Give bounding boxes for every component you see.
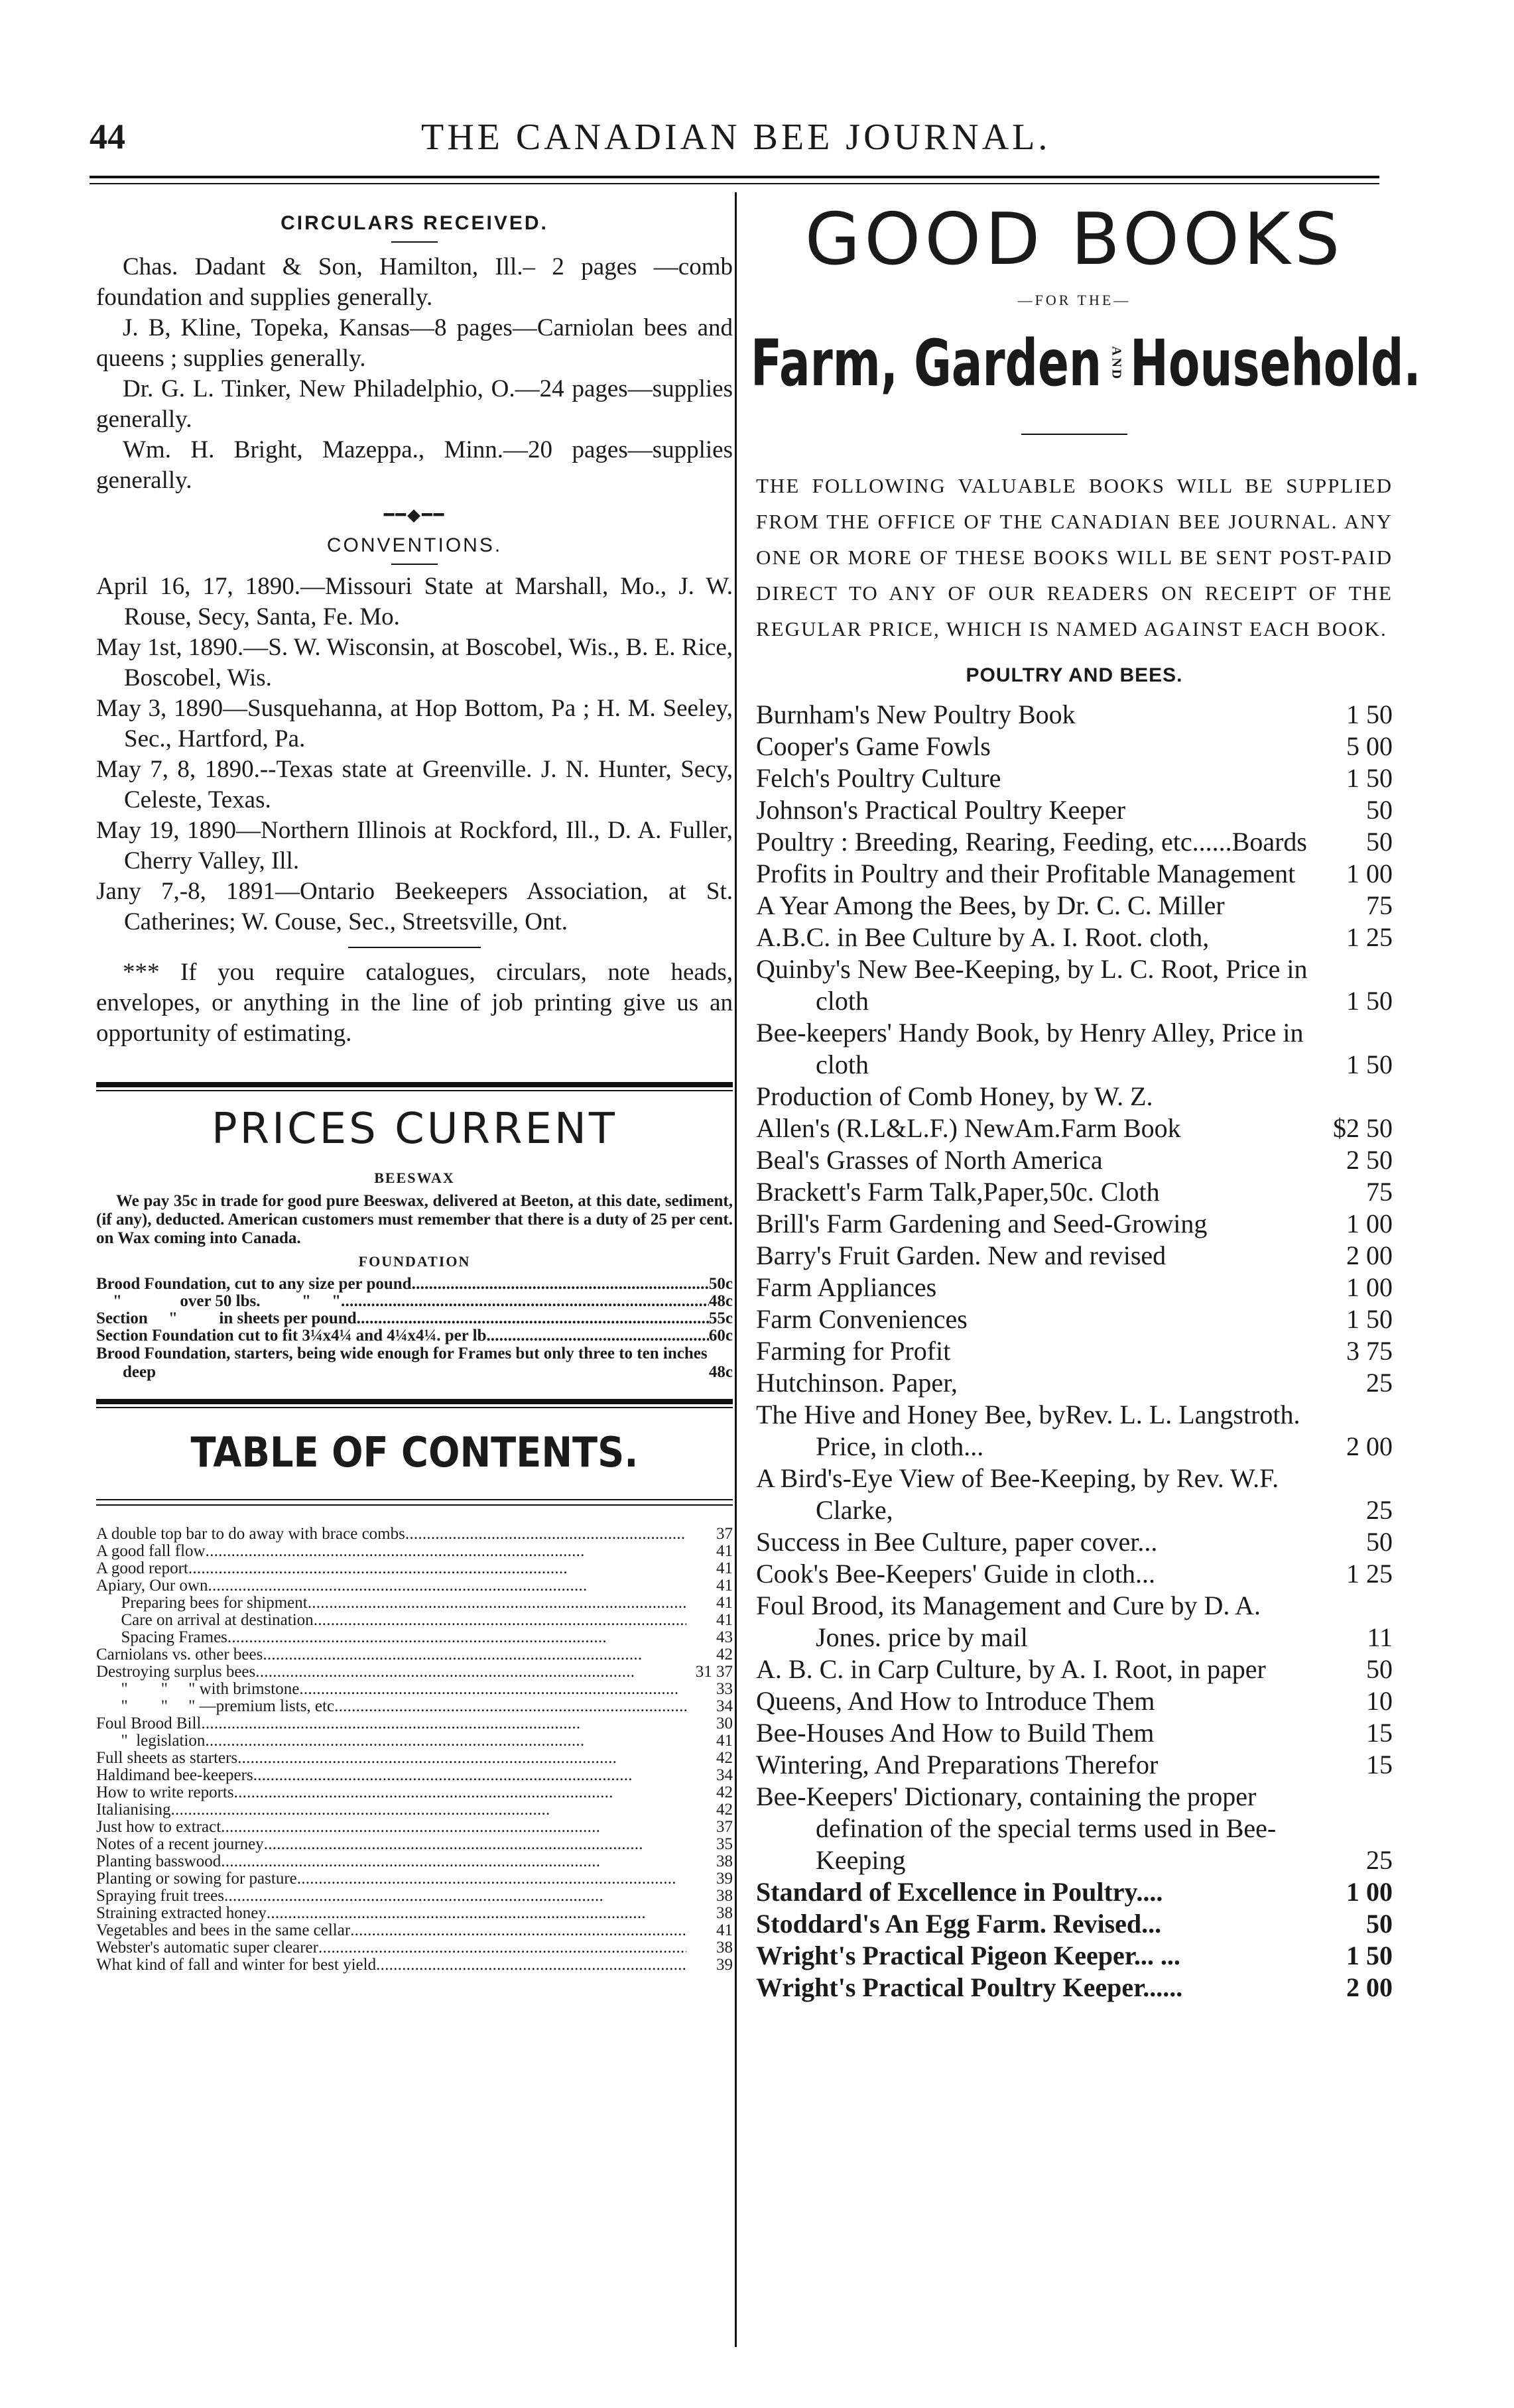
book-title: Profits in Poultry and their Profitable Management (756, 859, 1296, 888)
book-price: 1 50 (1346, 1050, 1393, 1079)
prices-current-heading: PRICES CURRENT (212, 1105, 617, 1154)
column-divider (735, 192, 737, 2347)
toc-entry (96, 1767, 733, 1784)
foundation-price: 50c (708, 1275, 733, 1293)
book-title: Bee-keepers' Handy Book, by Henry Alley, Price in cloth (756, 1018, 1304, 1079)
toc-entry (96, 1526, 733, 1543)
book-title: Cooper's Game Fowls (756, 731, 991, 761)
toc-entry-page: 33 (716, 1680, 733, 1698)
for-the-label: —FOR THE— (1017, 292, 1131, 308)
toc-leader-dots (205, 1732, 686, 1750)
toc-entry (96, 1922, 733, 1939)
book-price: 1 25 (1346, 1559, 1393, 1589)
book-price: $2 50 (1333, 1113, 1393, 1143)
book-title: Brackett's Farm Talk,Paper,50c. Cloth (756, 1177, 1160, 1207)
book-entry (756, 1335, 1393, 1367)
book-price: 15 (1366, 1718, 1393, 1748)
foundation-price: 60c (708, 1327, 733, 1345)
book-price: 1 00 (1346, 1209, 1393, 1238)
book-price: 50 (1366, 1527, 1393, 1557)
journal-title: THE CANADIAN BEE JOURNAL. (421, 117, 1051, 158)
book-entry (756, 1272, 1393, 1303)
toc-entry-page: 41 (716, 1577, 733, 1595)
poultry-heading: POULTRY AND BEES. (966, 664, 1183, 686)
toc-entry-label: " legislation (96, 1732, 206, 1750)
circular-item: J. B, Kline, Topeka, Kansas—8 pages—Carniolan bees and queens ; supplies generally. (96, 314, 733, 372)
toc-entry-page: 43 (716, 1628, 733, 1646)
toc-entry-label: Carniolans vs. other bees (96, 1646, 263, 1663)
book-entry (756, 1208, 1393, 1240)
book-entry (756, 1176, 1393, 1208)
book-title: A Year Among the Bees, by Dr. C. C. Miller (756, 890, 1225, 920)
toc-heading: TABLE OF CONTENTS. (190, 1428, 639, 1476)
toc-entry-page: 41 (716, 1559, 733, 1577)
book-title: Quinby's New Bee-Keeping, by L. C. Root, Price in cloth (756, 954, 1308, 1016)
toc-leader-dots (206, 1543, 686, 1560)
toc-leader-dots (255, 1663, 686, 1681)
book-title: The Hive and Honey Bee, byRev. L. L. Langstroth. Price, in cloth... (756, 1400, 1300, 1461)
book-title: Queens, And How to Introduce Them (756, 1686, 1155, 1716)
toc-leader-dots (170, 1801, 686, 1819)
toc-entry-page: 34 (716, 1697, 733, 1715)
toc-entry-label: Webster's automatic super clearer (96, 1939, 318, 1957)
book-title: A. B. C. in Carp Culture, by A. I. Root, in paper (756, 1654, 1266, 1684)
book-price: 50 (1366, 1654, 1393, 1684)
book-price: 1 50 (1346, 763, 1393, 793)
book-title: Wintering, And Preparations Therefor (756, 1750, 1159, 1779)
book-price: 2 00 (1346, 1431, 1393, 1461)
toc-entry (96, 1612, 733, 1629)
book-title: Foul Brood, its Management and Cure by D. A. Jones. price by mail (756, 1591, 1261, 1652)
book-title: Farming for Profit (756, 1336, 951, 1366)
book-entry (756, 1908, 1393, 1940)
conventions-heading: CONVENTIONS. (326, 534, 503, 556)
convention-item: May 7, 8, 1890.--Texas state at Greenville. J. N. Hunter, Secy, Celeste, Texas. (96, 756, 733, 813)
book-entry (756, 858, 1393, 890)
toc-entry-label: " " " —premium lists, etc (96, 1697, 335, 1715)
farm-garden-text: Farm, Garden (751, 326, 1102, 400)
book-title: Bee-Houses And How to Build Them (756, 1718, 1155, 1748)
book-title: Hutchinson. Paper, (756, 1368, 958, 1398)
prices-rule-top-thin (96, 1090, 733, 1091)
toc-entry (96, 1629, 733, 1646)
toc-entry-page: 41 (716, 1542, 733, 1560)
toc-leader-dots (405, 1526, 686, 1543)
foundation-price: 48c (708, 1292, 733, 1310)
toc-entry-page: 38 (716, 1852, 733, 1870)
book-price: 50 (1366, 795, 1393, 825)
book-entry (756, 953, 1393, 1017)
book-price: 1 50 (1346, 986, 1393, 1016)
book-title: Felch's Poultry Culture (756, 763, 1001, 793)
book-price: 25 (1366, 1368, 1393, 1398)
toc-entry-page: 38 (716, 1939, 733, 1957)
toc-entry-page: 41 (716, 1732, 733, 1750)
toc-entry-label: Spacing Frames (96, 1628, 227, 1646)
toc-entry-page: 38 (716, 1887, 733, 1905)
conventions-end-rule (348, 947, 481, 948)
toc-leader-dots (299, 1681, 686, 1698)
convention-item: April 16, 17, 1890.—Missouri State at Marshall, Mo., J. W. Rouse, Secy, Santa, Fe. Mo. (96, 573, 733, 631)
book-title: Barry's Fruit Garden. New and revised (756, 1240, 1167, 1270)
toc-leader-dots (237, 1750, 686, 1767)
toc-entry-label: How to write reports (96, 1783, 234, 1801)
book-title: Production of Comb Honey, by W. Z. (756, 1081, 1153, 1111)
circulars-list (96, 252, 733, 496)
book-entry (756, 1399, 1393, 1463)
book-title: Standard of Excellence in Poultry.... (756, 1877, 1163, 1907)
book-title: Poultry : Breeding, Rearing, Feeding, etc......Boards (756, 827, 1307, 857)
toc-entry (96, 1543, 733, 1560)
toc-entry (96, 1870, 733, 1888)
toc-leader-dots (350, 1922, 686, 1939)
toc-leader-dots (263, 1646, 686, 1663)
household-text: Household. (1130, 326, 1422, 400)
toc-entry (96, 1888, 733, 1905)
toc-leader-dots (208, 1577, 686, 1595)
convention-item: May 19, 1890—Northern Illinois at Rockford, Ill., D. A. Fuller, Cherry Valley, Ill. (96, 817, 733, 874)
book-title: Johnson's Practical Poultry Keeper (756, 795, 1126, 825)
toc-entry-label: Italianising (96, 1801, 171, 1819)
foundation-row: Section " in sheets per pound . . . 55c (96, 1310, 733, 1327)
book-price: 1 00 (1346, 859, 1393, 888)
book-price: 5 00 (1346, 731, 1393, 761)
book-entry (756, 1526, 1393, 1558)
book-price: 75 (1366, 890, 1393, 920)
toc-entry (96, 1715, 733, 1732)
book-price: 1 25 (1346, 922, 1393, 952)
beeswax-text: We pay 35c in trade for good pure Beeswax, delivered at Beeton, at this date, sediment, (if any), deducted. American customers must remember that there is a duty of 25 per cent. on Wax coming into Canada. (96, 1192, 733, 1247)
book-price: 10 (1366, 1686, 1393, 1716)
book-list (756, 699, 1393, 2004)
circulars-heading: CIRCULARS RECEIVED. (281, 212, 548, 234)
toc-entry (96, 1957, 733, 1974)
toc-entry-page: 39 (716, 1870, 733, 1888)
foundation-heading: FOUNDATION (358, 1253, 471, 1270)
toc-entry (96, 1801, 733, 1819)
book-title: Farm Appliances (756, 1272, 937, 1302)
book-price: 3 75 (1346, 1336, 1393, 1366)
book-entry (756, 794, 1393, 826)
toc-entry-label: Haldimand bee-keepers (96, 1766, 253, 1784)
toc-entry (96, 1663, 733, 1681)
circulars-rule (391, 241, 438, 243)
toc-entry-page: 42 (716, 1749, 733, 1767)
book-title: Wright's Practical Pigeon Keeper... ... (756, 1941, 1180, 1970)
book-title: Brill's Farm Gardening and Seed-Growing (756, 1209, 1208, 1238)
book-price: 50 (1366, 1909, 1393, 1939)
toc-entry-page: 39 (716, 1956, 733, 1974)
toc-leader-dots (224, 1888, 686, 1905)
toc-leader-dots (221, 1853, 686, 1870)
book-price: 1 50 (1346, 1304, 1393, 1334)
book-entry (756, 1113, 1393, 1144)
foundation-row: Brood Foundation, cut to any size per pound . . . 50c (96, 1276, 733, 1293)
conventions-list (96, 572, 733, 937)
toc-leader-dots (221, 1819, 686, 1836)
book-entry (756, 1940, 1393, 1972)
toc-entry-page: 35 (716, 1835, 733, 1853)
toc-leader-dots (376, 1957, 686, 1974)
toc-entry-label: Apiary, Our own (96, 1577, 208, 1595)
book-entry (756, 1876, 1393, 1908)
toc-entry-label: Spraying fruit trees (96, 1887, 225, 1905)
toc-list (96, 1526, 733, 1974)
book-entry (756, 890, 1393, 922)
toc-entry-page: 42 (716, 1783, 733, 1801)
toc-entry-page: 41 (716, 1921, 733, 1939)
toc-leader-dots (308, 1595, 686, 1612)
toc-entry-label: A double top bar to do away with brace combs (96, 1525, 405, 1543)
toc-rule-top (96, 1399, 733, 1404)
left-column (96, 192, 733, 1974)
foundation-price: 55c (708, 1309, 733, 1327)
toc-leader-dots (318, 1939, 686, 1957)
foundation-row: Brood Foundation, starters, being wide enough for Frames but only three to ten inches deep 48c (96, 1345, 733, 1381)
toc-leader-dots (267, 1905, 686, 1922)
toc-entry-label: " " " with brimstone (96, 1680, 300, 1698)
book-entry (756, 731, 1393, 762)
toc-entry-label: What kind of fall and winter for best yield (96, 1956, 377, 1974)
book-title: Bee-Keepers' Dictionary, containing the proper defination of the special terms used in Bee-Keeping (756, 1781, 1277, 1875)
book-title: Beal's Grasses of North America (756, 1145, 1103, 1175)
book-entry (756, 1463, 1393, 1526)
toc-entry-label: Vegetables and bees in the same cellar (96, 1921, 351, 1939)
header-rule-top (90, 176, 1379, 178)
toc-entry-label: Care on arrival at destination (96, 1611, 314, 1629)
book-entry (756, 922, 1393, 953)
header-rule-bottom (90, 183, 1379, 184)
toc-entry (96, 1698, 733, 1715)
toc-entry-label: Foul Brood Bill (96, 1715, 202, 1732)
toc-leader-dots (264, 1836, 686, 1853)
book-title: Cook's Bee-Keepers' Guide in cloth... (756, 1559, 1156, 1589)
right-column (751, 192, 1422, 2004)
book-price: 1 00 (1346, 1272, 1393, 1302)
good-books-rule (1021, 434, 1127, 435)
toc-entry (96, 1784, 733, 1801)
beeswax-heading: BEESWAX (374, 1170, 455, 1186)
convention-item: Jany 7,-8, 1891—Ontario Beekeepers Association, at St. Catherines; W. Couse, Sec., Streetsville, Ont. (96, 878, 733, 935)
book-entry (756, 1558, 1393, 1590)
toc-entry-page: 42 (716, 1646, 733, 1663)
toc-entry-label: Planting basswood (96, 1852, 221, 1870)
toc-leader-dots (201, 1715, 686, 1732)
and-word: AND (1109, 345, 1124, 381)
toc-leader-dots (188, 1560, 686, 1577)
foundation-row: Section Foundation cut to fit 3¼x4¼ and 4¼x4¼. per lb. . . . 60c (96, 1327, 733, 1345)
page-header (90, 116, 1403, 176)
convention-item: May 1st, 1890.—S. W. Wisconsin, at Boscobel, Wis., B. E. Rice, Boscobel, Wis. (96, 634, 733, 692)
book-price: 50 (1366, 827, 1393, 857)
toc-entry (96, 1939, 733, 1957)
book-entry (756, 1654, 1393, 1685)
toc-leader-dots (227, 1629, 686, 1646)
circular-item: Wm. H. Bright, Mazeppa., Minn.—20 pages—supplies generally. (96, 436, 733, 494)
toc-entry-page: 37 (716, 1818, 733, 1836)
toc-entry-label: Full sheets as starters (96, 1749, 238, 1767)
toc-rule-b (96, 1504, 733, 1506)
book-entry (756, 1717, 1393, 1749)
toc-entry-page: 42 (716, 1801, 733, 1819)
book-entry (756, 1685, 1393, 1717)
prices-rule-top (96, 1082, 733, 1087)
book-entry (756, 1144, 1393, 1176)
foundation-price: 48c (708, 1363, 733, 1381)
toc-entry (96, 1681, 733, 1698)
toc-entry-label: Destroying surplus bees (96, 1663, 256, 1681)
toc-entry (96, 1560, 733, 1577)
book-title: A.B.C. in Bee Culture by A. I. Root. cloth, (756, 922, 1210, 952)
circular-item: Dr. G. L. Tinker, New Philadelphio, O.—24 pages—supplies generally. (96, 375, 733, 433)
good-books-heading: GOOD BOOKS (804, 198, 1344, 281)
toc-entry (96, 1905, 733, 1922)
book-price: 25 (1366, 1495, 1393, 1525)
convention-item: May 3, 1890—Susquehanna, at Hop Bottom, Pa ; H. M. Seeley, Sec., Hartford, Pa. (96, 695, 733, 752)
toc-leader-dots (253, 1767, 686, 1784)
toc-entry (96, 1819, 733, 1836)
toc-entry-label: Preparing bees for shipment (96, 1594, 308, 1612)
toc-entry (96, 1595, 733, 1612)
book-entry (756, 1972, 1393, 2004)
book-price: 2 00 (1346, 1240, 1393, 1270)
toc-entry-page: 30 (716, 1715, 733, 1732)
toc-entry-label: Planting or sowing for pasture (96, 1870, 297, 1888)
book-title: Allen's (R.L&L.F.) NewAm.Farm Book (756, 1113, 1181, 1143)
farm-garden-household-title (751, 326, 1422, 400)
book-title: Success in Bee Culture, paper cover... (756, 1527, 1158, 1557)
book-title: Farm Conveniences (756, 1304, 968, 1334)
book-price: 1 50 (1346, 1941, 1393, 1970)
book-entry (756, 1240, 1393, 1272)
toc-entry-label: A good fall flow (96, 1542, 206, 1560)
book-title: Stoddard's An Egg Farm. Revised... (756, 1909, 1162, 1939)
book-entry (756, 762, 1393, 794)
toc-entry-page: 37 (716, 1525, 733, 1543)
toc-rule-top-thin (96, 1407, 733, 1408)
toc-entry-page: 41 (716, 1594, 733, 1612)
book-entry (756, 826, 1393, 858)
page-number: 44 (90, 117, 125, 156)
toc-entry-page: 41 (716, 1611, 733, 1629)
toc-entry-label: A good report (96, 1559, 188, 1577)
book-price: 2 00 (1346, 1972, 1393, 2002)
toc-entry (96, 1646, 733, 1663)
ornament-divider: ━━◆━━ (383, 505, 446, 524)
book-entry (756, 1303, 1393, 1335)
book-entry (756, 1749, 1393, 1781)
book-price: 1 00 (1346, 1877, 1393, 1907)
toc-rule-a (96, 1499, 733, 1500)
toc-leader-dots (234, 1784, 686, 1801)
printing-note: *** If you require catalogues, circulars, note heads, envelopes, or anything in the line of job printing give us an opportunity of estimating. (96, 959, 733, 1047)
foundation-row: " over 50 lbs. " " . . . 48c (96, 1293, 733, 1310)
book-entry (756, 1017, 1393, 1081)
book-title: A Bird's-Eye View of Bee-Keeping, by Rev. W.F. Clarke, (756, 1463, 1279, 1525)
book-title: Wright's Practical Poultry Keeper...... (756, 1972, 1183, 2002)
book-entry (756, 1590, 1393, 1654)
toc-entry (96, 1853, 733, 1870)
toc-entry-label: Notes of a recent journey (96, 1835, 264, 1853)
circular-item: Chas. Dadant & Son, Hamilton, Ill.– 2 pages —comb foundation and supplies generally. (96, 253, 733, 311)
book-entry (756, 1781, 1393, 1876)
toc-leader-dots (297, 1870, 686, 1888)
toc-entry-page: 31 37 (695, 1663, 733, 1681)
toc-entry-page: 38 (716, 1904, 733, 1922)
foundation-price-list (96, 1276, 733, 1382)
book-price: 75 (1366, 1177, 1393, 1207)
toc-entry-page: 34 (716, 1766, 733, 1784)
toc-entry (96, 1577, 733, 1595)
toc-entry-label: Straining extracted honey (96, 1904, 267, 1922)
book-entry (756, 1367, 1393, 1399)
toc-entry (96, 1836, 733, 1853)
book-price: 2 50 (1346, 1145, 1393, 1175)
book-entry (756, 699, 1393, 731)
book-price: 1 50 (1346, 699, 1393, 729)
book-title: Burnham's New Poultry Book (756, 699, 1076, 729)
conventions-rule (391, 564, 438, 565)
toc-entry-label: Just how to extract (96, 1818, 221, 1836)
book-entry (756, 1081, 1393, 1113)
toc-entry (96, 1732, 733, 1750)
book-price: 15 (1366, 1750, 1393, 1779)
book-price: 25 (1366, 1845, 1393, 1875)
toc-leader-dots (314, 1612, 686, 1629)
toc-entry (96, 1750, 733, 1767)
books-intro: THE FOLLOWING VALUABLE BOOKS WILL BE SUPPLIED FROM THE OFFICE OF THE CANADIAN BEE JOURNAL. ANY ONE OR MORE OF THESE BOOKS WILL BE SENT POST-PAID DIRECT TO ANY OF OUR READERS ON RECEIPT OF THE REGULAR PRICE, WHICH IS NAMED AGAINST EACH BOOK. (756, 474, 1393, 640)
toc-leader-dots (334, 1698, 686, 1715)
book-price: 11 (1367, 1622, 1393, 1652)
